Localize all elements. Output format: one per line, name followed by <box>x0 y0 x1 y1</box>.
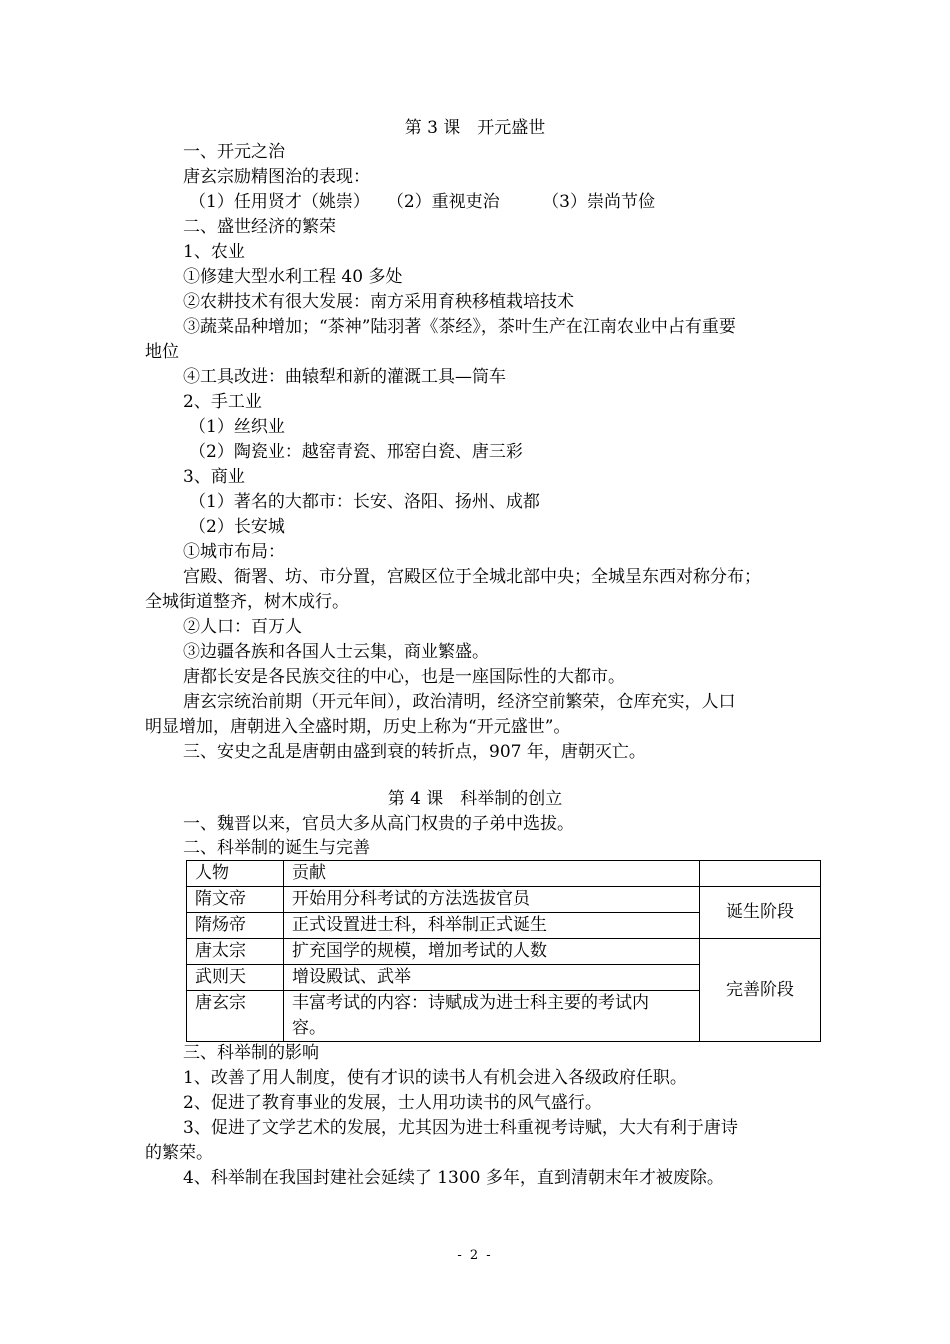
paragraph-line: （1）丝织业 <box>189 417 285 437</box>
table-row <box>187 887 821 913</box>
subsection-heading: 3、商业 <box>183 467 245 487</box>
paragraph-line: 全城街道整齐，树木成行。 <box>145 592 349 612</box>
contribution-cell: 扩充国学的规模，增加考试的人数 <box>284 939 700 965</box>
contribution-cell: 增设殿试、武举 <box>284 965 700 991</box>
person-cell: 隋炀帝 <box>187 913 284 939</box>
subsection-heading: 2、手工业 <box>183 392 262 412</box>
contribution-cell: 开始用分科考试的方法选拔官员 <box>284 887 700 913</box>
contribution-cell: 正式设置进士科，科举制正式诞生 <box>284 913 700 939</box>
lesson3-title: 第 3 课 开元盛世 <box>404 118 546 138</box>
paragraph-line: 1、改善了用人制度，使有才识的读书人有机会进入各级政府任职。 <box>183 1068 687 1088</box>
contribution-line: 丰富考试的内容：诗赋成为进士科主要的考试内 <box>292 993 649 1013</box>
person-cell: 唐太宗 <box>187 939 284 965</box>
table-header-row <box>187 861 821 887</box>
section-heading: 二、科举制的诞生与完善 <box>183 838 370 858</box>
paragraph-line: 2、促进了教育事业的发展，士人用功读书的风气盛行。 <box>183 1093 602 1113</box>
paragraph-line: ④工具改进：曲辕犁和新的灌溉工具—筒车 <box>183 367 506 387</box>
stage-cell: 完善阶段 <box>700 939 821 1042</box>
section-heading: 一、开元之治 <box>183 142 285 162</box>
section-heading: 二、盛世经济的繁荣 <box>183 217 336 237</box>
paragraph-line: ③蔬菜品种增加；“茶神”陆羽著《茶经》，茶叶生产在江南农业中占有重要 <box>183 317 736 337</box>
section-heading: 一、魏晋以来，官员大多从高门权贵的子弟中选拔。 <box>183 814 574 834</box>
contribution-line: 容。 <box>292 1018 326 1038</box>
stage-cell: 诞生阶段 <box>700 887 821 939</box>
paragraph-line: 唐玄宗统治前期（开元年间），政治清明，经济空前繁荣，仓库充实，人口 <box>183 692 736 712</box>
paragraph-line: ②人口：百万人 <box>183 617 302 637</box>
paragraph-line: 4、科举制在我国封建社会延续了 1300 多年，直到清朝末年才被废除。 <box>183 1168 724 1188</box>
paragraph-line: ①修建大型水利工程 40 多处 <box>183 267 403 287</box>
paragraph-line: ③边疆各族和各国人士云集，商业繁盛。 <box>183 642 489 662</box>
imperial-exam-table <box>186 860 821 1042</box>
paragraph-line: ②农耕技术有很大发展：南方采用育秧移植栽培技术 <box>183 292 574 312</box>
paragraph-line: （1）著名的大都市：长安、洛阳、扬州、成都 <box>189 492 540 512</box>
paragraph-line: （2）长安城 <box>189 517 285 537</box>
lesson4-title: 第 4 课 科举制的创立 <box>387 789 563 809</box>
contribution-cell <box>284 991 700 1042</box>
paragraph-line: 唐玄宗励精图治的表现： <box>183 167 370 187</box>
person-cell: 隋文帝 <box>187 887 284 913</box>
section-heading: 三、安史之乱是唐朝由盛到衰的转折点，907 年，唐朝灭亡。 <box>183 742 646 762</box>
paragraph-line: （1）任用贤才（姚崇） （2）重视吏治 （3）崇尚节俭 <box>189 192 655 212</box>
person-cell: 武则天 <box>187 965 284 991</box>
paragraph-line: 唐都长安是各民族交往的中心，也是一座国际性的大都市。 <box>183 667 625 687</box>
paragraph-line: ①城市布局： <box>183 542 285 562</box>
paragraph-line: 地位 <box>145 342 179 362</box>
section-heading: 三、科举制的影响 <box>183 1043 319 1063</box>
header-contribution: 贡献 <box>284 861 700 887</box>
header-stage-empty <box>700 861 821 887</box>
page-number: - 2 - <box>457 1248 493 1263</box>
person-cell: 唐玄宗 <box>187 991 284 1042</box>
paragraph-line: 3、促进了文学艺术的发展，尤其因为进士科重视考诗赋，大大有利于唐诗 <box>183 1118 738 1138</box>
subsection-heading: 1、农业 <box>183 242 245 262</box>
table-row <box>187 939 821 965</box>
header-person: 人物 <box>187 861 284 887</box>
paragraph-line: （2）陶瓷业：越窑青瓷、邢窑白瓷、唐三彩 <box>189 442 523 462</box>
paragraph-line: 宫殿、衙署、坊、市分置，宫殿区位于全城北部中央；全城呈东西对称分布； <box>183 567 761 587</box>
paragraph-line: 的繁荣。 <box>145 1143 213 1163</box>
paragraph-line: 明显增加，唐朝进入全盛时期，历史上称为“开元盛世”。 <box>145 717 571 737</box>
